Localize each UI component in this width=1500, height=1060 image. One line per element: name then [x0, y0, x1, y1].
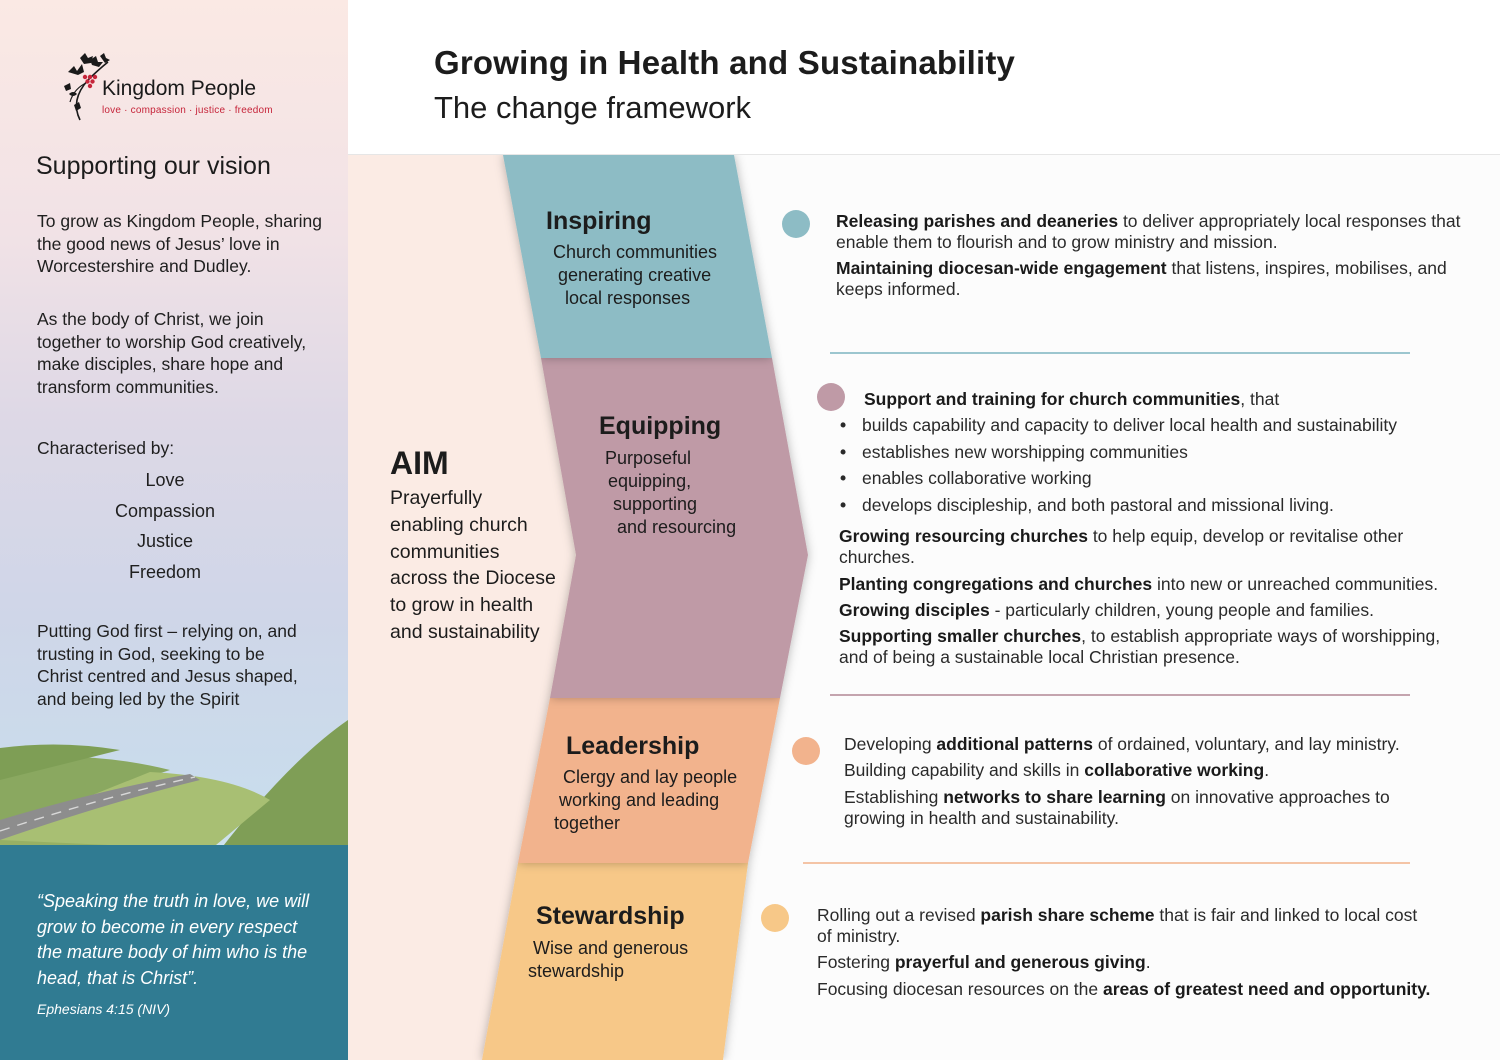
- inspiring-detail-1: Releasing parishes and deaneries to deliver appropriately local responses that enable them to flourish and to grow ministry and mission.: [836, 211, 1461, 252]
- leadership-text-2: working and leading: [559, 790, 720, 810]
- vision-heading: Supporting our vision: [36, 152, 271, 180]
- leadership-dot-icon: [792, 737, 820, 765]
- stewardship-dot-icon: [761, 904, 789, 932]
- stewardship-detail-3: Focusing diocesan resources on the areas of greatest need and opportunity.: [817, 979, 1431, 999]
- change-framework: [348, 155, 1500, 1060]
- equipping-text-3: supporting: [613, 494, 698, 514]
- inspiring-divider: [830, 352, 1410, 354]
- leadership-detail-3: Establishing networks to share learning on innovative approaches to growing in health and sustainability.: [844, 787, 1390, 828]
- equipping-detail-3: Growing disciples - particularly children, young people and families.: [839, 600, 1374, 620]
- vision-paragraph-1: To grow as Kingdom People, sharing the good news of Jesus’ love in Worcestershire and Dudley.: [37, 211, 323, 276]
- characterised-by-label: Characterised by:: [37, 438, 175, 458]
- equipping-bullet-1: • builds capability and capacity to deliver local health and sustainability: [862, 415, 1462, 436]
- inspiring-text-1: Church communities: [553, 242, 718, 262]
- landscape-illustration-icon: [0, 690, 348, 850]
- equipping-bullet-2: • establishes new worshipping communities: [862, 442, 1462, 463]
- sidebar: [0, 0, 348, 1060]
- putting-god-first-text: Putting God first – relying on, and trusting in God, seeking to be Christ centred and Jesus shaped, and being led by the Spirit: [37, 621, 298, 709]
- logo-text: Kingdom People: [102, 77, 257, 100]
- equipping-text-2: equipping,: [608, 471, 692, 491]
- stewardship-detail-2: Fostering prayerful and generous giving.: [817, 952, 1151, 972]
- aim-text: Prayerfully enabling church communities across the Diocese to grow in health and sustainability: [390, 487, 556, 643]
- inspiring-text-2: generating creative: [558, 265, 712, 285]
- value-freedom: Freedom: [128, 562, 202, 582]
- leadership-detail-1: Developing additional patterns of ordained, voluntary, and lay ministry.: [844, 734, 1400, 754]
- equipping-text-4: and resourcing: [617, 517, 737, 537]
- equipping-text-1: Purposeful: [605, 448, 692, 468]
- leadership-detail-2: Building capability and skills in collaborative working.: [844, 760, 1270, 780]
- equipping-intro: Support and training for church communities, that: [864, 389, 1280, 409]
- scripture-reference: Ephesians 4:15 (NIV): [37, 1001, 171, 1017]
- equipping-bullet-3: • enables collaborative working: [862, 468, 1462, 489]
- value-justice: Justice: [136, 531, 194, 551]
- equipping-detail-2: Planting congregations and churches into new or unreached communities.: [839, 574, 1439, 594]
- scripture-quote: “Speaking the truth in love, we will grow to become in every respect the mature body of him who is the head, that is Christ”.: [37, 891, 310, 988]
- leadership-title: Leadership: [566, 732, 700, 760]
- equipping-detail-1: Growing resourcing churches to help equip, develop or revitalise other churches.: [839, 526, 1404, 567]
- value-love: Love: [145, 470, 185, 490]
- page-title: Growing in Health and Sustainability: [434, 44, 1016, 81]
- equipping-detail-4: Supporting smaller churches, to establish appropriate ways of worshipping, and of being a sustainable local Christian presence.: [839, 626, 1441, 667]
- equipping-dot-icon: [817, 383, 845, 411]
- logo-tagline: love · compassion · justice · freedom: [102, 105, 273, 116]
- equipping-divider: [830, 694, 1410, 696]
- leadership-text-3: together: [554, 813, 621, 833]
- stewardship-text-1: Wise and generous: [533, 938, 689, 958]
- inspiring-text-3: local responses: [565, 288, 691, 308]
- header: [348, 0, 1500, 155]
- inspiring-detail-2: Maintaining diocesan-wide engagement that listens, inspires, mobilises, and keeps informed.: [836, 258, 1447, 299]
- stewardship-detail-1: Rolling out a revised parish share scheme that is fair and linked to local cost of ministry.: [817, 905, 1418, 946]
- aim-title: AIM: [390, 445, 449, 481]
- leadership-text-1: Clergy and lay people: [563, 767, 738, 787]
- scripture-quote-box: [0, 845, 348, 1060]
- value-compassion: Compassion: [114, 501, 216, 521]
- vision-paragraph-2: As the body of Christ, we join together to worship God creatively, make disciples, share hope and transform communities.: [37, 309, 307, 397]
- inspiring-dot-icon: [782, 210, 810, 238]
- leadership-divider: [803, 862, 1410, 864]
- stewardship-title: Stewardship: [536, 902, 685, 930]
- stewardship-text-2: stewardship: [528, 961, 625, 981]
- equipping-bullet-4: • develops discipleship, and both pastoral and missional living.: [862, 495, 1462, 516]
- equipping-title: Equipping: [599, 412, 722, 440]
- page-subtitle: The change framework: [434, 90, 752, 125]
- inspiring-title: Inspiring: [546, 207, 652, 235]
